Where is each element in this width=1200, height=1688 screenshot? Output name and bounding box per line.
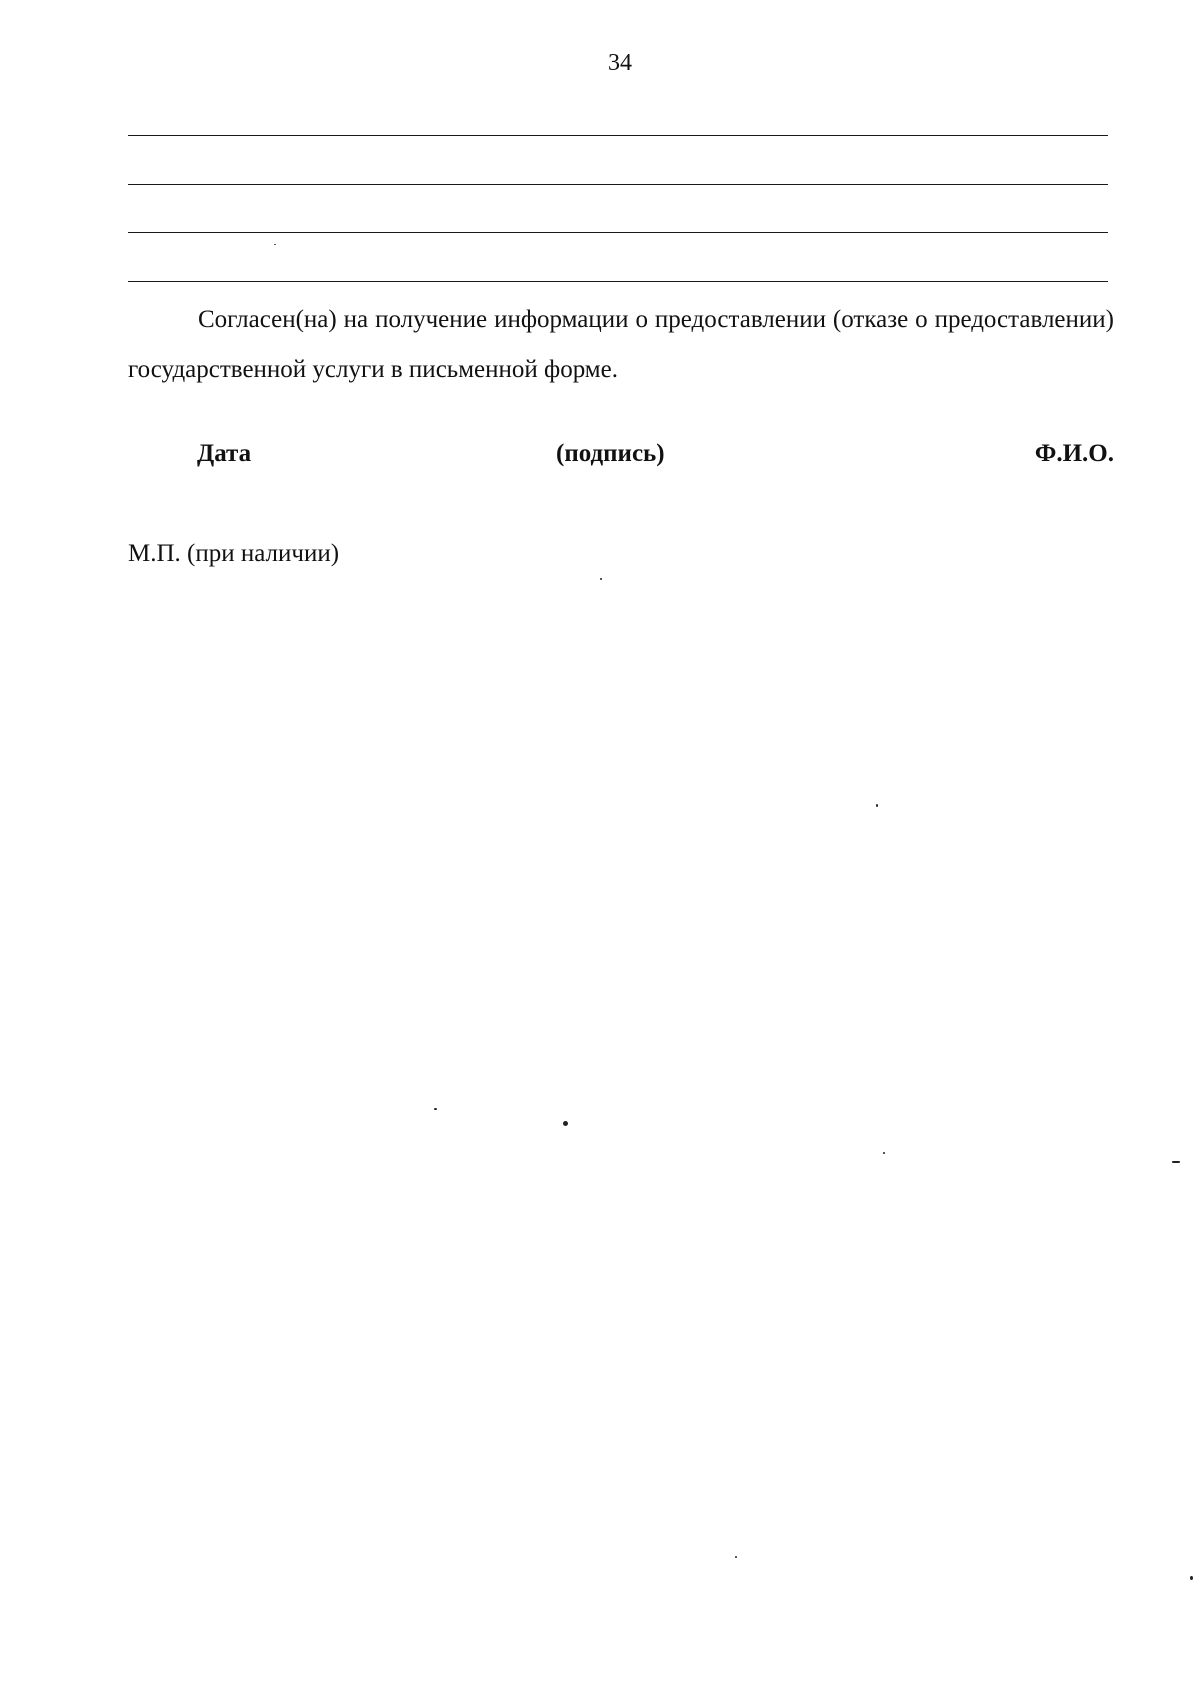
scan-speck xyxy=(600,578,602,580)
full-name-label: Ф.И.О. xyxy=(1034,440,1114,467)
scan-speck xyxy=(883,1152,885,1154)
blank-fill-line xyxy=(128,281,1108,282)
signature-label: (подпись) xyxy=(556,440,665,467)
date-label: Дата xyxy=(197,440,252,467)
scan-speck xyxy=(1190,1576,1193,1580)
scan-speck xyxy=(563,1121,568,1126)
scan-speck xyxy=(434,1108,437,1110)
blank-fill-line xyxy=(128,135,1108,136)
stamp-label: М.П. (при наличии) xyxy=(128,540,340,567)
scan-speck xyxy=(274,244,276,245)
scan-speck xyxy=(876,804,878,807)
blank-fill-line xyxy=(128,184,1108,185)
scan-speck xyxy=(1172,1161,1180,1163)
consent-paragraph: Согласен(на) на получение информации о предоставлении (отказе о предоставлении) государственной услуги в письменной форме. xyxy=(128,306,1114,383)
blank-fill-line xyxy=(128,232,1108,233)
page-number: 34 xyxy=(608,50,632,76)
signature-row xyxy=(0,440,1200,480)
scan-speck xyxy=(735,1556,737,1558)
